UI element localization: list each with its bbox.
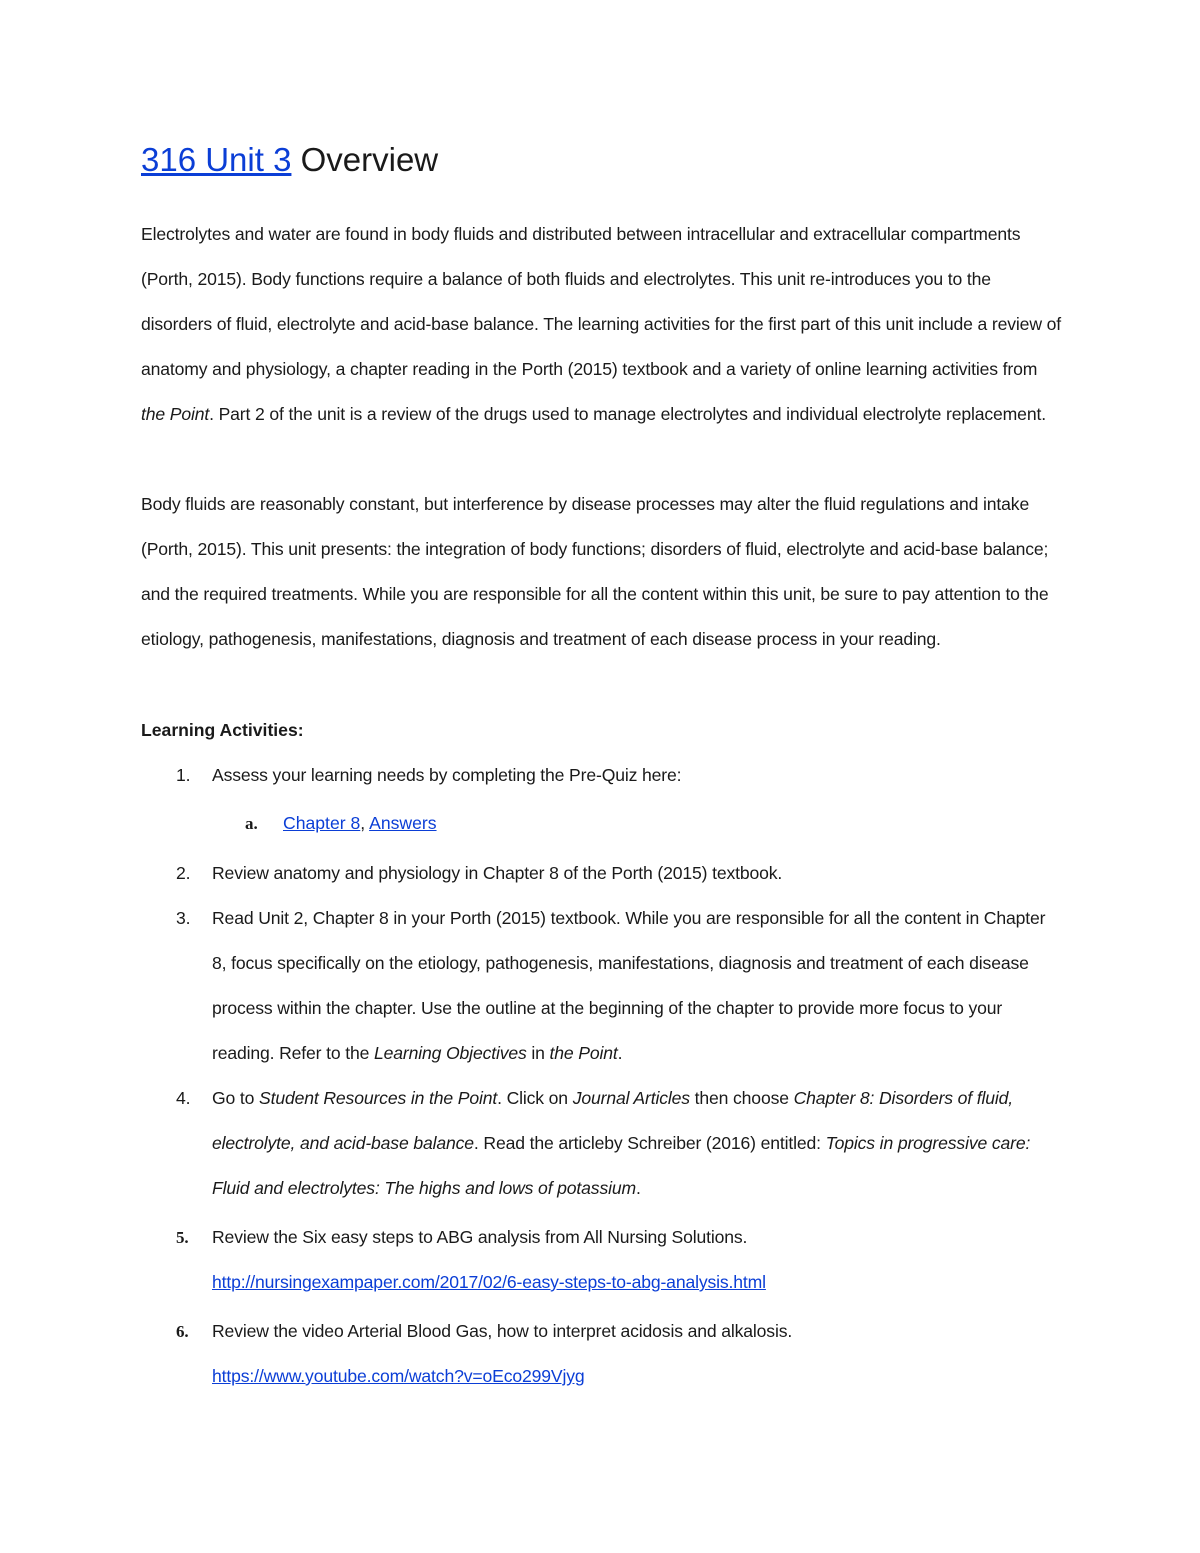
learning-activities-heading: Learning Activities:	[141, 720, 304, 740]
item-4-text-e: .	[636, 1178, 641, 1198]
list-item-text	[212, 1309, 1062, 1399]
answers-link[interactable]: Answers	[369, 813, 437, 833]
abg-analysis-link[interactable]: http://nursingexampaper.com/2017/02/6-easy-steps-to-abg-analysis.html	[212, 1272, 766, 1292]
list-number: 1.	[176, 765, 191, 785]
item-4-italic-3: Chapter 8: Disorders of fluid, electrolyte, and acid-base balance	[212, 1088, 1014, 1153]
list-item-text: Review anatomy and physiology in Chapter 8 of the Porth (2015) textbook.	[212, 863, 783, 883]
item-3-text-c: .	[617, 1043, 623, 1063]
item-6-text: Review the video Arterial Blood Gas, how to interpret acidosis and alkalosis.	[212, 1321, 793, 1341]
item-4-italic-1: Student Resources in the Point	[259, 1088, 498, 1108]
chapter-8-link[interactable]: Chapter 8	[283, 813, 361, 833]
intro-p1-text-a: Electrolytes and water are found in body fluids and distributed between intracellular and extracellular compartments (Porth, 2015). Body functions require a balance of both fluids and electrolytes. This unit re-introduces you to the disorders of fluid, electrolyte and acid-base balance. The learning activities for the first part of this unit include a review of anatomy and physiology, a chapter reading in the Porth (2015) textbook and a variety of online learning activities from	[141, 224, 1061, 379]
list-item-text: Assess your learning needs by completing the Pre-Quiz here:	[212, 765, 682, 785]
intro-paragraph-2: Body fluids are reasonably constant, but interference by disease processes may alter the fluid regulations and intake (Porth, 2015). This unit presents: the integration of body functions; disorders of fluid, electrolyte and acid-base balance; and the required treatments. While you are responsible for all the content within this unit, be sure to pay attention to the etiology, pathogenesis, manifestations, diagnosis and treatment of each disease process in your reading.	[141, 494, 1049, 649]
list-number: 6.	[176, 1322, 189, 1341]
intro-p1-italic: the Point	[141, 404, 210, 424]
list-item-text	[212, 1076, 1062, 1211]
item-4-text-b: . Click on	[497, 1088, 573, 1108]
list-number: 2.	[176, 863, 191, 883]
link-separator: ,	[360, 813, 370, 833]
list-number: 4.	[176, 1088, 191, 1108]
item-4-text-d: . Read the articleby Schreiber (2016) entitled:	[473, 1133, 826, 1153]
item-4-italic-4: Topics in progressive care: Fluid and electrolytes: The highs and lows of potassium	[212, 1133, 1031, 1198]
item-3-text-a: Read Unit 2, Chapter 8 in your Porth (2015) textbook. While you are responsible for all the content in Chapter 8, focus specifically on the etiology, pathogenesis, manifestations, diagnosis and treatment of each disease process within the chapter. Use the outline at the beginning of the chapter to provide more focus to your reading. Refer to the	[212, 908, 1046, 1063]
intro-paragraph-1	[141, 212, 1061, 437]
list-item-text	[212, 1215, 1062, 1305]
unit-title-link[interactable]: 316 Unit 3	[141, 141, 292, 178]
item-5-text: Review the Six easy steps to ABG analysis from All Nursing Solutions.	[212, 1227, 748, 1247]
title-suffix: Overview	[291, 141, 439, 178]
page-title	[141, 138, 438, 182]
sub-list-letter: a.	[245, 814, 258, 833]
item-4-italic-2: Journal Articles	[572, 1088, 690, 1108]
item-4-text-a: Go to	[212, 1088, 260, 1108]
item-3-text-b: in	[526, 1043, 550, 1063]
item-3-italic-2: the Point	[549, 1043, 618, 1063]
list-number: 3.	[176, 908, 191, 928]
item-4-text-c: then choose	[689, 1088, 794, 1108]
list-item-text	[212, 896, 1062, 1076]
intro-p1-text-b: . Part 2 of the unit is a review of the drugs used to manage electrolytes and individual electrolyte replacement.	[209, 404, 1046, 424]
youtube-video-link[interactable]: https://www.youtube.com/watch?v=oEco299Vjyg	[212, 1366, 585, 1386]
sub-list-links	[283, 801, 437, 846]
list-number: 5.	[176, 1228, 189, 1247]
item-3-italic-1: Learning Objectives	[374, 1043, 527, 1063]
